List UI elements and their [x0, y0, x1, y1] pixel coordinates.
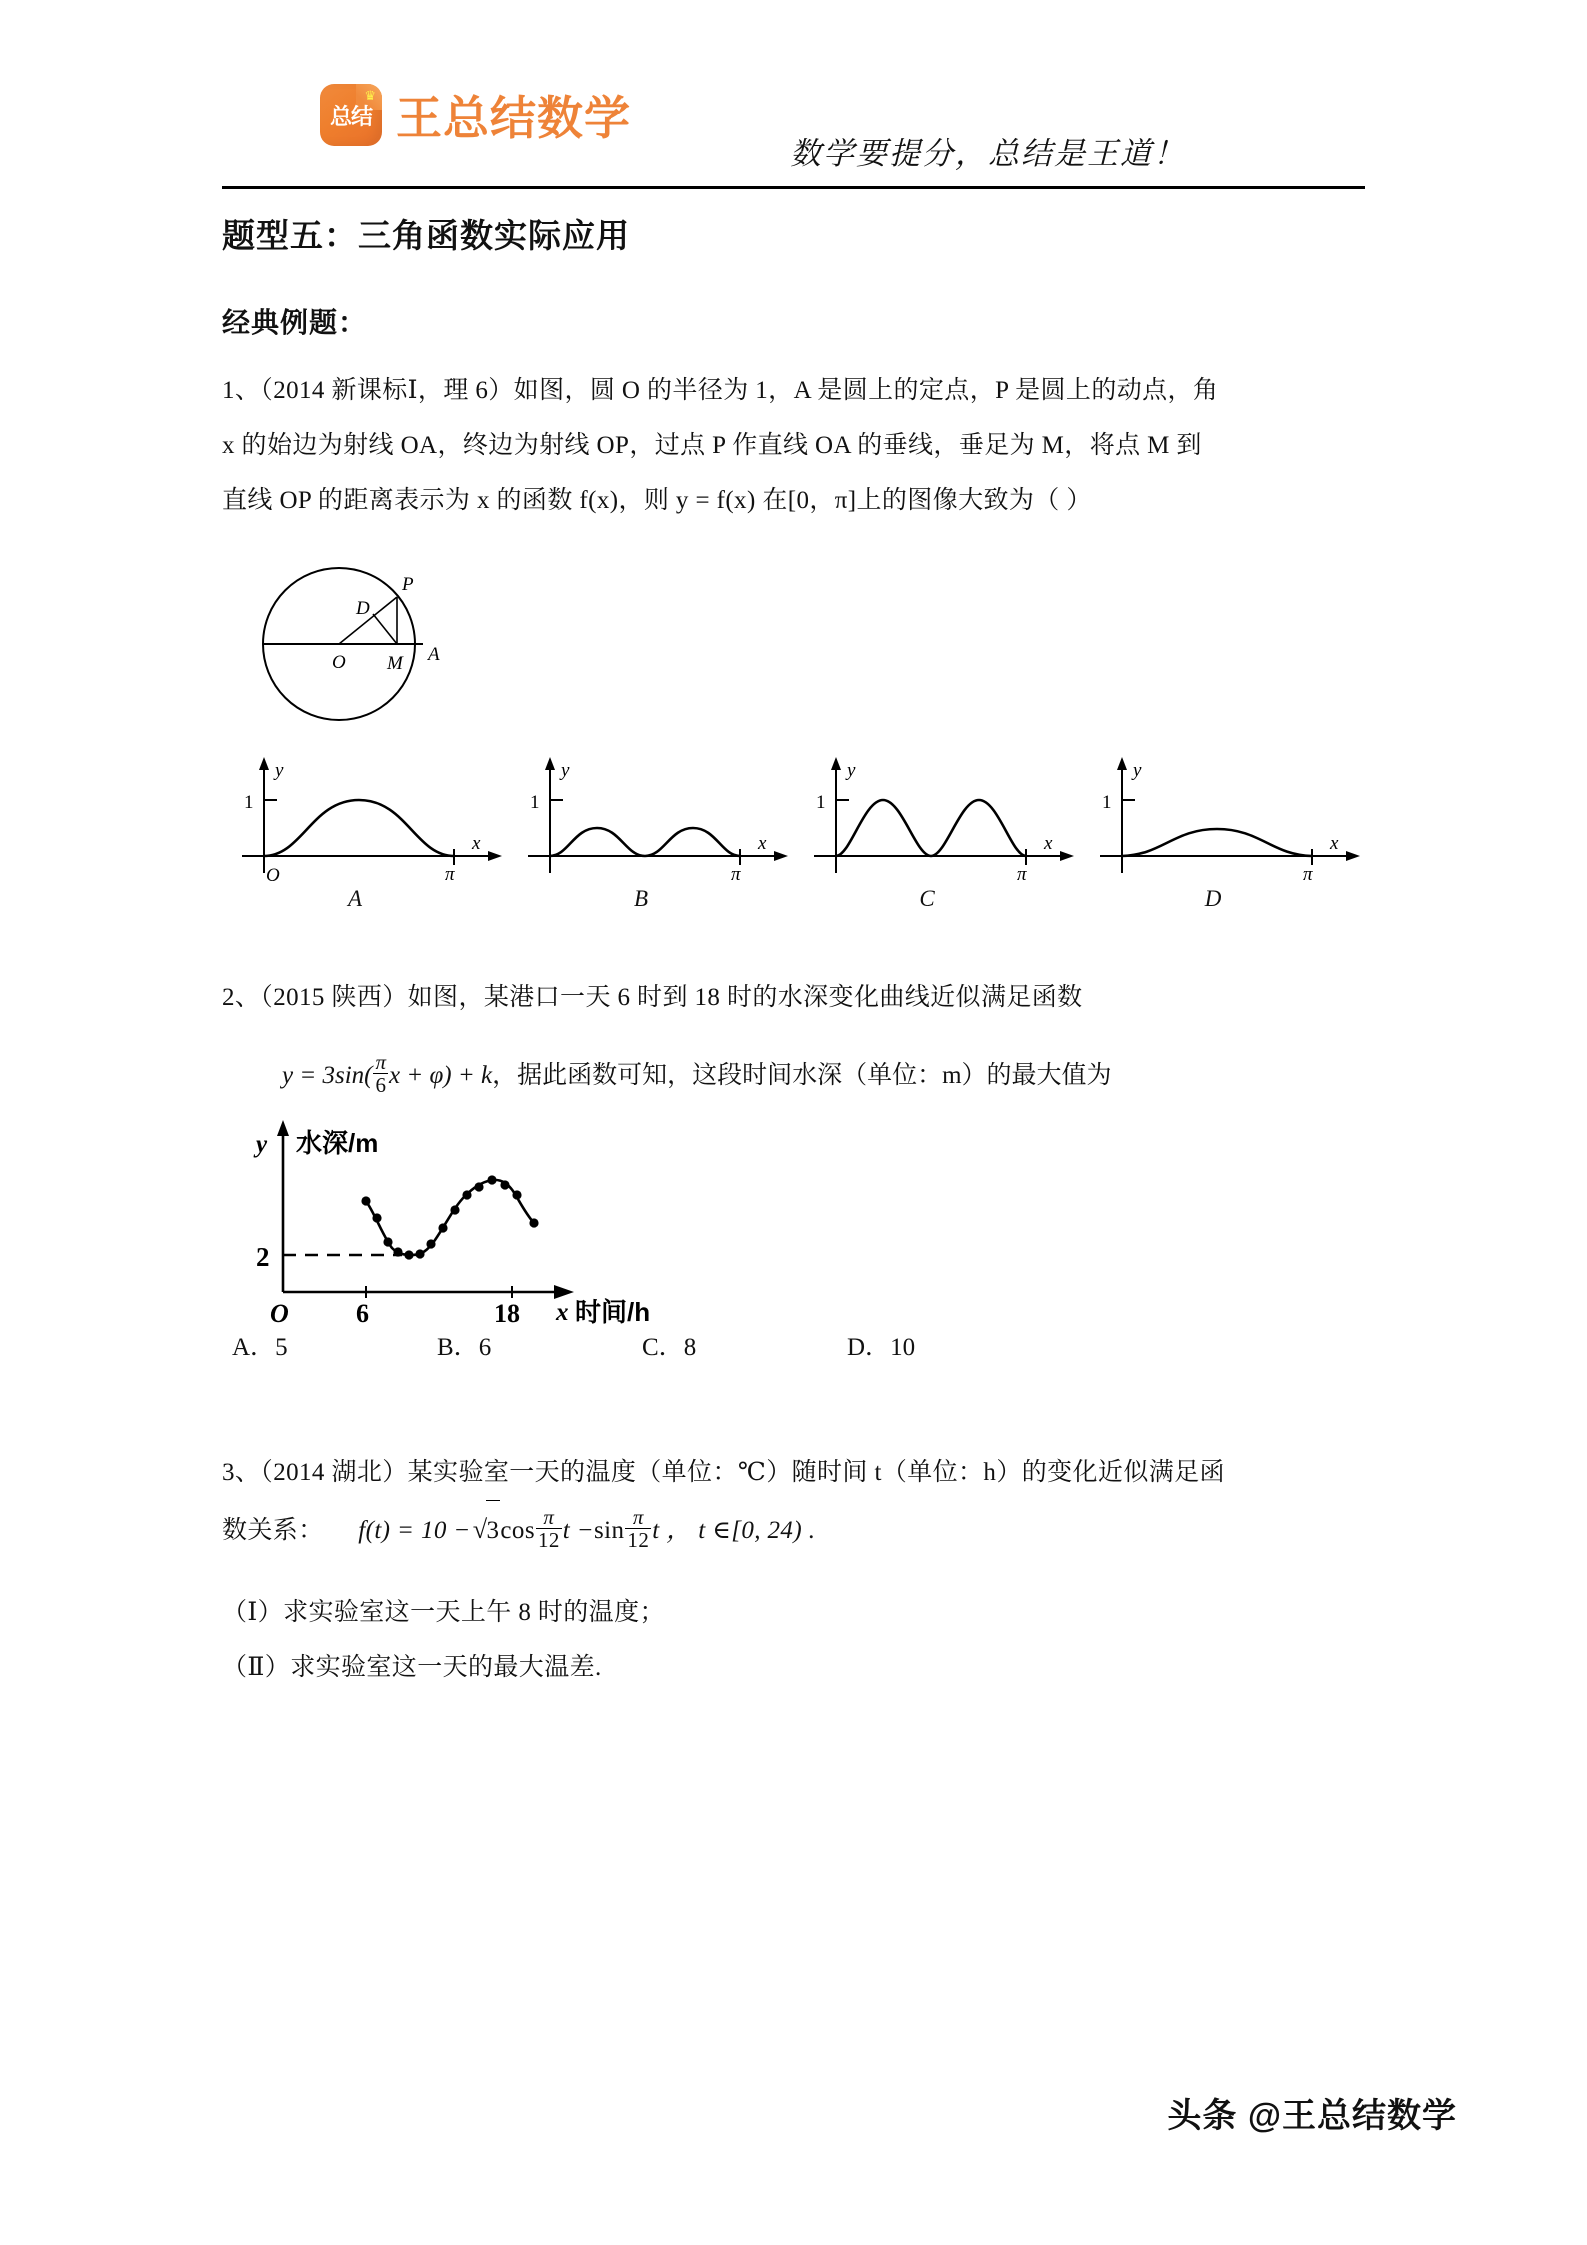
circle-label-D: D: [356, 598, 370, 619]
formula-3-frac1-den: 12: [537, 1528, 560, 1553]
choice-B[interactable]: [437, 1327, 642, 1363]
formula-3-f: f(t) = 10 −: [358, 1517, 471, 1545]
formula-3-fraction-2: [625, 1506, 651, 1551]
formula-2-lead: y = 3sin(: [282, 1062, 373, 1090]
problem-2: [222, 970, 1365, 1363]
option-D-xtick: π: [1303, 864, 1313, 885]
option-C-yaxis-label: y: [847, 760, 856, 781]
option-B-xaxis-label: x: [758, 833, 767, 854]
option-B-yaxis-label: y: [561, 760, 570, 781]
problem-1-line-1: 1、（2014 新课标Ⅰ，理 6）如图，圆 O 的半径为 1，A 是圆上的定点，P 是圆上的动点，角: [222, 377, 1219, 404]
choice-C-key: C．: [642, 1334, 684, 1362]
choice-A[interactable]: [232, 1327, 437, 1363]
water-chart-yaxis-title: 水深/m: [296, 1128, 379, 1159]
choice-D-value: 10: [890, 1334, 916, 1362]
formula-3-sin: sin: [594, 1517, 625, 1545]
logo-badge-icon: [320, 84, 382, 146]
choice-D-key: D．: [847, 1334, 891, 1362]
water-chart-ytick-2: 2: [256, 1242, 270, 1273]
option-A-xaxis-label: x: [472, 833, 481, 854]
water-chart-xtick-18: 18: [494, 1299, 520, 1326]
option-B-xtick: π: [731, 864, 741, 885]
header-divider: [222, 186, 1365, 189]
circle-label-M: M: [387, 653, 403, 674]
water-chart-yaxis-label: y: [256, 1131, 268, 1159]
formula-3-sqrt-body: 3: [486, 1500, 501, 1561]
problem-1: [222, 363, 1365, 912]
circle-figure: [222, 552, 1365, 737]
choice-B-key: B．: [437, 1334, 479, 1362]
choice-C-value: 8: [683, 1334, 697, 1362]
option-A-yaxis-label: y: [275, 760, 284, 781]
problem-3: [222, 1445, 1365, 1695]
option-C-ytick: 1: [816, 792, 826, 813]
problem-1-line-3: 直线 OP 的距离表示为 x 的函数 f(x)，则 y = f(x) 在[0，π]上的图像大致为（ ）: [222, 487, 1092, 514]
formula-3-fraction-1: [536, 1506, 562, 1551]
formula-2-frac-den: 6: [373, 1073, 388, 1096]
problem-3-formula-lead: 数关系：: [222, 1517, 324, 1545]
formula-3-cos: cos: [500, 1517, 535, 1545]
problem-2-line-1: 2、（2015 陕西）如图，某港口一天 6 时到 18 时的水深变化曲线近似满足函数: [222, 984, 1083, 1011]
brand-name: 王总结数学: [396, 92, 631, 144]
page-header: [0, 0, 1587, 171]
footer-watermark: 头条 @王总结数学: [1167, 2097, 1457, 2135]
option-graph-D: [1090, 753, 1376, 912]
problem-3-sub-question-1: （Ⅰ）求实验室这一天上午 8 时的温度；: [222, 1599, 665, 1627]
option-D-yaxis-label: y: [1133, 760, 1142, 781]
option-C-xaxis-label: x: [1044, 833, 1053, 854]
option-graphs: [222, 753, 1365, 912]
option-D-ytick: 1: [1102, 792, 1112, 813]
problem-3-sub-question-2: （Ⅱ）求实验室这一天的最大温差.: [222, 1654, 602, 1682]
formula-3-t1: t −: [562, 1517, 595, 1545]
water-depth-chart-svg: [226, 1110, 686, 1325]
circle-label-P: P: [402, 574, 414, 595]
problem-1-line-2: x 的始边为射线 OA，终边为射线 OP，过点 P 作直线 OA 的垂线，垂足为 M，将点 M 到: [222, 432, 1202, 459]
water-chart-xaxis-title: 时间/h: [575, 1297, 651, 1326]
formula-3-frac2-num: π: [632, 1505, 644, 1529]
circle-label-A: A: [428, 644, 440, 665]
section-heading: 经典例题：: [222, 308, 368, 339]
radical-icon: √: [472, 1515, 488, 1545]
option-B-ytick: 1: [530, 792, 540, 813]
brand-logo: [320, 82, 631, 148]
circle-label-O: O: [332, 652, 346, 673]
water-chart-origin: O: [270, 1299, 289, 1326]
formula-2-fraction: [373, 1051, 388, 1096]
document-body: [222, 196, 1365, 1695]
problem-2-choices: [222, 1327, 1365, 1363]
water-chart-xaxis-label: x: [556, 1299, 569, 1326]
formula-3-sqrt: [471, 1500, 501, 1561]
option-graph-C: [804, 753, 1090, 912]
choice-A-value: 5: [275, 1334, 288, 1362]
choice-C[interactable]: [642, 1327, 847, 1363]
formula-3-t2: t ，: [652, 1517, 692, 1545]
formula-2-frac-num: π: [375, 1050, 386, 1074]
problem-2-formula: [222, 1051, 1365, 1096]
option-D-label: D: [1204, 886, 1222, 911]
option-A-ytick: 1: [244, 792, 254, 813]
problem-2-formula-tail: ，据此函数可知，这段时间水深（单位：m）的最大值为: [492, 1062, 1112, 1090]
choice-A-key: A．: [232, 1334, 276, 1362]
option-B-label: B: [633, 886, 649, 911]
option-A-origin: O: [266, 865, 280, 886]
page-title: 题型五：三角函数实际应用: [222, 217, 630, 254]
option-C-xtick: π: [1017, 864, 1027, 885]
option-A-xtick: π: [445, 864, 455, 885]
formula-3-frac1-num: π: [543, 1505, 555, 1529]
brand-tagline: 数学要提分，总结是王道！: [790, 136, 1186, 171]
water-depth-figure: [222, 1110, 1365, 1325]
choice-D[interactable]: [847, 1327, 915, 1363]
formula-2-mid: x + φ) + k: [389, 1062, 493, 1090]
problem-3-line-1: 3、（2014 湖北）某实验室一天的温度（单位：℃）随时间 t（单位：h）的变化近似满足函: [222, 1459, 1225, 1487]
formula-3-domain: t ∈[0, 24) .: [698, 1517, 816, 1545]
option-C-label: C: [919, 886, 935, 911]
option-graph-A: [232, 753, 518, 912]
formula-3-frac2-den: 12: [627, 1528, 650, 1553]
option-D-xaxis-label: x: [1330, 833, 1339, 854]
circle-diagram-svg: [244, 552, 504, 737]
crown-icon: ♛: [364, 88, 376, 103]
logo-badge-text: 总结: [329, 103, 372, 129]
option-graph-B: [518, 753, 804, 912]
water-chart-xtick-6: 6: [356, 1299, 369, 1326]
problem-3-formula-line: [222, 1500, 1365, 1561]
option-A-label: A: [347, 886, 363, 911]
choice-B-value: 6: [478, 1334, 492, 1362]
